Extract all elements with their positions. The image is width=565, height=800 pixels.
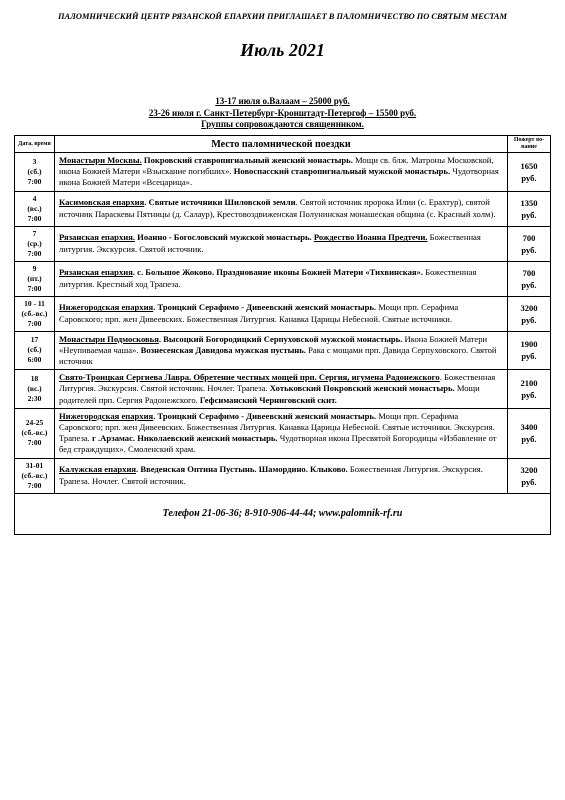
trip-description — [55, 408, 508, 458]
trip-description — [55, 370, 508, 409]
trip-price — [508, 261, 551, 296]
trip-description-text: Рязанская епархия — [59, 267, 133, 278]
trip-price — [508, 331, 551, 370]
trip-description-text: Хотьковский Покровский женский монастырь. — [269, 383, 455, 394]
table-row — [15, 408, 551, 458]
trip-date-line: 7:00 — [27, 480, 42, 490]
trip-description-text: Касимовская епархия — [59, 197, 145, 208]
trip-description-text: Мощи прп. Серафима Саровского; прп. жен Дивеевских. Божественная Литургия. Канавка Царицы Небесной. Святые источники. Экскурсия. Трапеза. — [59, 410, 495, 444]
trip-date-line: 17 — [30, 335, 39, 345]
trip-price-line: руб. — [521, 351, 537, 362]
trip-description-text: Вознесенская Давидова мужская пустынь. — [140, 344, 306, 355]
table-row — [15, 191, 551, 226]
trip-description-text: Монастыри Москвы. — [59, 155, 142, 165]
trip-price-line: руб. — [521, 279, 537, 290]
trip-description — [55, 261, 508, 296]
column-header-date: Дата, время — [15, 136, 55, 153]
trip-price-line: руб. — [521, 172, 537, 183]
announcement-spb: 23-26 июля г. Санкт-Петербург-Кронштадт-Петергоф – 15500 руб. — [148, 107, 417, 118]
trip-description-text: Мощи родителей прп. Сергия Радонежского. — [59, 383, 480, 405]
trip-date — [15, 261, 55, 296]
trip-date-line: 7:00 — [27, 438, 42, 448]
trip-description-text: Чудотворная икона Божией Матери «Всецарица». — [59, 166, 499, 188]
trip-date-line: 10 - 11 — [24, 298, 45, 308]
trip-date-line: 4 — [32, 193, 37, 203]
trip-date-line: (сб.) — [27, 345, 42, 355]
page-title: Июль 2021 — [240, 40, 325, 60]
trip-description-text: Чудотворная икона Пресвятой Богородицы «Избавление от бед страждущих». Смоленский храм. — [59, 433, 497, 455]
trip-description-text: Мощи св. блж. Матроны Московской, икона Божией Матери «Взыскание погибших». — [59, 155, 494, 177]
trip-description-text: Божественная Литургия. Экскурсия. Трапеза. Ночлег. Святой источник. — [59, 464, 483, 486]
trip-description — [55, 458, 508, 493]
trip-price-line: 3200 — [520, 302, 538, 313]
footer-row — [15, 493, 551, 534]
trip-description-text: Рака с мощами прп. Давида Серпуховского. Святой источник — [59, 344, 497, 367]
trip-description-text: Божественная литургия. Экскурсия. Святой источник. — [59, 232, 481, 254]
contact-footer: Телефон 21-06-36; 8-910-906-44-44; www.palomnik-rf.ru — [15, 493, 551, 534]
trip-price-line: 2100 — [520, 378, 538, 389]
table-row — [15, 261, 551, 296]
trip-description — [55, 191, 508, 226]
trip-date — [15, 153, 55, 192]
trip-price — [508, 226, 551, 261]
trip-date-line: 7:00 — [27, 176, 42, 186]
trip-description-text: . Святой источник пророка Илии (с. Ерахтур), святой источник Параскевы Пятницы (д. Салаур), Крестовоздвиженская Полунинская монашеская община (с. Красный холм). — [59, 197, 496, 219]
trip-price-line: 3200 — [520, 464, 538, 475]
table-row — [15, 370, 551, 409]
trip-price-line: руб. — [521, 244, 537, 255]
trip-date-line: 31-01 — [25, 460, 44, 470]
trip-description — [55, 153, 508, 192]
trip-date-line: (сб.-вс.) — [21, 470, 48, 480]
trip-description-text: Икона Божией Матери «Неупиваемая чаша». — [59, 333, 488, 355]
trip-description — [55, 331, 508, 370]
table-header-row — [15, 136, 551, 153]
trip-description-text: . Божественная Литургия. Экскурсия. Святой источник. Ночлег. Трапеза. — [59, 372, 496, 394]
trip-description-text: г .Арзамас. Николаевский женский монастырь. — [91, 433, 278, 444]
trip-description-text: Гефсиманский Черниговский скит. — [199, 394, 337, 405]
trip-description-text: . Высоцкий Богородицкий Серпуховской мужской монастырь. — [158, 333, 403, 344]
trip-price — [508, 191, 551, 226]
trip-price-line: 700 — [522, 232, 536, 243]
trip-description-text: . Обретение честных мощей прп. Сергия, игумена Радонежского — [189, 372, 440, 383]
trip-date-line: 7:00 — [27, 318, 42, 328]
trip-description — [55, 296, 508, 331]
trip-date — [15, 226, 55, 261]
trip-date — [15, 370, 55, 409]
trip-price-line: 1900 — [520, 339, 538, 350]
trip-date-line: (пт.) — [27, 273, 42, 283]
table-row — [15, 331, 551, 370]
trip-price — [508, 408, 551, 458]
trip-description — [55, 226, 508, 261]
trip-date-line: (ср.) — [27, 238, 42, 248]
trip-description-text: . Троицкий Серафимо - Дивеевский женский монастырь. — [153, 410, 377, 421]
trip-description-text: Иоанно - Богословский мужской монастырь. — [135, 232, 312, 243]
schedule-table — [14, 135, 551, 535]
trip-date-line: 18 — [30, 374, 39, 384]
trip-price-line: руб. — [521, 434, 537, 445]
trip-date-line: 7 — [32, 228, 37, 238]
trip-date-line: (вс.) — [27, 203, 42, 213]
trip-date-line: 9 — [32, 263, 37, 273]
announcement-valaam: 13-17 июля о.Валаам – 25000 руб. — [215, 96, 350, 106]
trip-description-text: . с. Большое Жоково. Празднование иконы Божией Матери «Тихвинская». — [132, 267, 423, 278]
trip-description-text: Покровский ставропигиальный женский монастырь. — [141, 155, 353, 165]
trip-price — [508, 370, 551, 409]
trip-price-line: руб. — [521, 476, 537, 487]
trip-date-line: 7:00 — [27, 248, 42, 258]
trip-description-text: Новоспасский ставропигиальный мужской монастырь. — [233, 166, 451, 177]
table-row — [15, 153, 551, 192]
trip-description-text: Божественная литургия. Крестный ход Трапеза. — [59, 267, 477, 289]
trip-price-line: 3400 — [520, 422, 538, 433]
trip-description-text: . Введенская Оптина Пустынь. Шамордино. Клыково. — [136, 464, 348, 475]
trip-price-line: руб. — [521, 314, 537, 325]
trip-date-line: 7:00 — [27, 283, 42, 293]
trip-price — [508, 458, 551, 493]
header-banner: ПАЛОМНИЧЕСКИЙ ЦЕНТР РЯЗАНСКОЙ ЕПАРХИИ ПРИГЛАШАЕТ В ПАЛОМНИЧЕСТВО ПО СВЯТЫМ МЕСТАМ — [58, 12, 507, 21]
trip-description-text: . Троицкий Серафимо - Дивеевский женский монастырь. — [153, 302, 377, 313]
column-header-price: Пожерт во-вание — [508, 136, 551, 153]
announcement-note: Группы сопровождаются священником. — [201, 119, 364, 129]
trip-description-text: . Святые источники Шиловской земли — [144, 197, 296, 208]
trip-price — [508, 153, 551, 192]
trip-date-line: 3 — [32, 156, 37, 166]
trip-date-line: (сб.-вс.) — [21, 428, 48, 438]
table-row — [15, 458, 551, 493]
announcements — [0, 96, 565, 131]
trip-date-line: (сб.-вс.) — [21, 308, 48, 318]
trip-price-line: 1650 — [520, 160, 538, 171]
trip-description-text: Мощи прп. Серафима Саровского; прп. жен Дивеевских. Божественная Литургия. Канавка Царицы Небесной. Святые источники. — [59, 302, 459, 324]
trip-description-text: Монастыри Подмосковья — [59, 333, 159, 344]
trip-date — [15, 296, 55, 331]
trip-date-line: (вс.) — [27, 384, 42, 394]
trip-description-text: Калужская епархия — [59, 464, 137, 475]
trip-date-line: 2:30 — [27, 394, 42, 404]
trip-price-line: руб. — [521, 390, 537, 401]
column-header-place: Место паломнической поездки — [55, 136, 508, 153]
trip-date-line: 7:00 — [27, 213, 42, 223]
trip-description-text: Рязанская епархия. — [59, 232, 135, 243]
trip-date-line: 24-25 — [25, 418, 44, 428]
trip-description-text: Рождество Иоанна Предтечи. — [313, 232, 428, 243]
trip-price — [508, 296, 551, 331]
trip-description-text: Нижегородская епархия — [59, 302, 154, 313]
trip-description-text: Нижегородская епархия — [59, 410, 154, 421]
table-row — [15, 296, 551, 331]
trip-date — [15, 458, 55, 493]
trip-date — [15, 191, 55, 226]
trip-date-line: (сб.) — [27, 166, 42, 176]
trip-description-text: Свято-Троицкая Сергиева Лавра — [59, 372, 190, 383]
trip-date-line: 6:00 — [27, 355, 42, 365]
trip-date — [15, 331, 55, 370]
trip-price-line: 700 — [522, 267, 536, 278]
table-row — [15, 226, 551, 261]
trip-date — [15, 408, 55, 458]
trip-price-line: руб. — [521, 209, 537, 220]
trip-price-line: 1350 — [520, 197, 538, 208]
